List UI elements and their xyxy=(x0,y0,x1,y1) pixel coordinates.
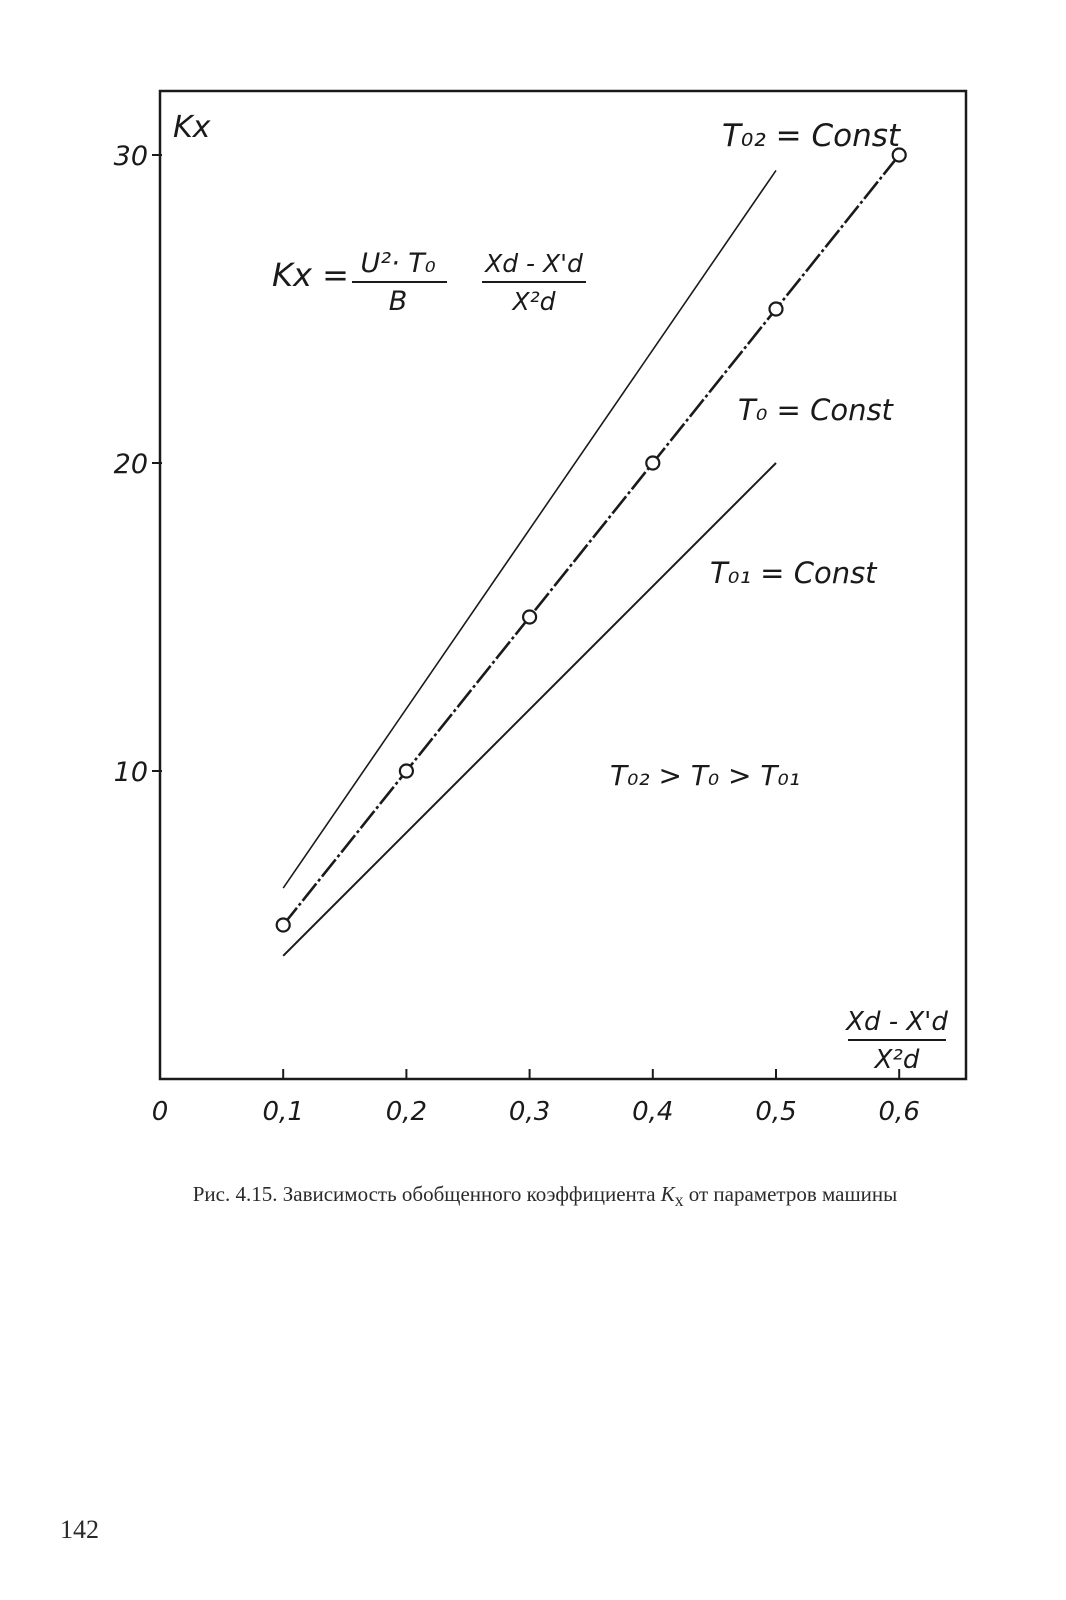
caption-suffix: от параметров машины xyxy=(683,1182,898,1206)
caption-variable: K xyxy=(660,1182,675,1206)
x-tick-label: 0,2 xyxy=(385,1097,428,1127)
formula-lhs: Kx = xyxy=(272,256,349,294)
caption-prefix: Рис. 4.15. Зависимость обобщенного коэффициента xyxy=(192,1182,661,1206)
formula xyxy=(272,248,586,317)
data-point xyxy=(646,457,659,470)
series-line-t01const xyxy=(283,463,776,956)
formula-frac2-numerator: Xd - X'd xyxy=(485,249,583,278)
x-axis-label-denominator: X²d xyxy=(874,1045,920,1075)
caption-subscript: x xyxy=(674,1190,684,1211)
data-point xyxy=(523,611,536,624)
y-axis-label: Kx xyxy=(173,110,211,145)
data-point xyxy=(277,919,290,932)
series-label-t02: T₀₂ = Const xyxy=(722,118,901,154)
page-number: 142 xyxy=(60,1515,99,1544)
data-point xyxy=(400,765,413,778)
x-axis-label-numerator: Xd - X'd xyxy=(846,1007,948,1037)
formula-frac2-denominator: X²d xyxy=(512,287,556,316)
figure-caption xyxy=(80,1180,1010,1215)
y-tick-label: 10 xyxy=(113,757,148,788)
formula-frac1-numerator: U²· T₀ xyxy=(360,248,436,279)
x-tick-label: 0,1 xyxy=(262,1097,304,1127)
x-tick-label: 0,4 xyxy=(632,1097,674,1127)
x-tick-label: 0,6 xyxy=(878,1097,920,1127)
y-tick-label: 30 xyxy=(113,141,148,172)
x-axis-label xyxy=(844,1007,948,1075)
formula-frac1-denominator: B xyxy=(388,286,408,317)
data-point xyxy=(770,303,783,316)
series-label-t01: T₀₁ = Const xyxy=(710,556,877,590)
inequality-annotation: T₀₂ > T₀ > T₀₁ xyxy=(610,759,800,792)
x-tick-label: 0 xyxy=(151,1097,169,1127)
series-label-t0: T₀ = Const xyxy=(738,393,893,427)
x-tick-label: 0,3 xyxy=(508,1097,551,1127)
y-tick-label: 20 xyxy=(113,449,148,480)
x-tick-label: 0,5 xyxy=(755,1097,797,1127)
